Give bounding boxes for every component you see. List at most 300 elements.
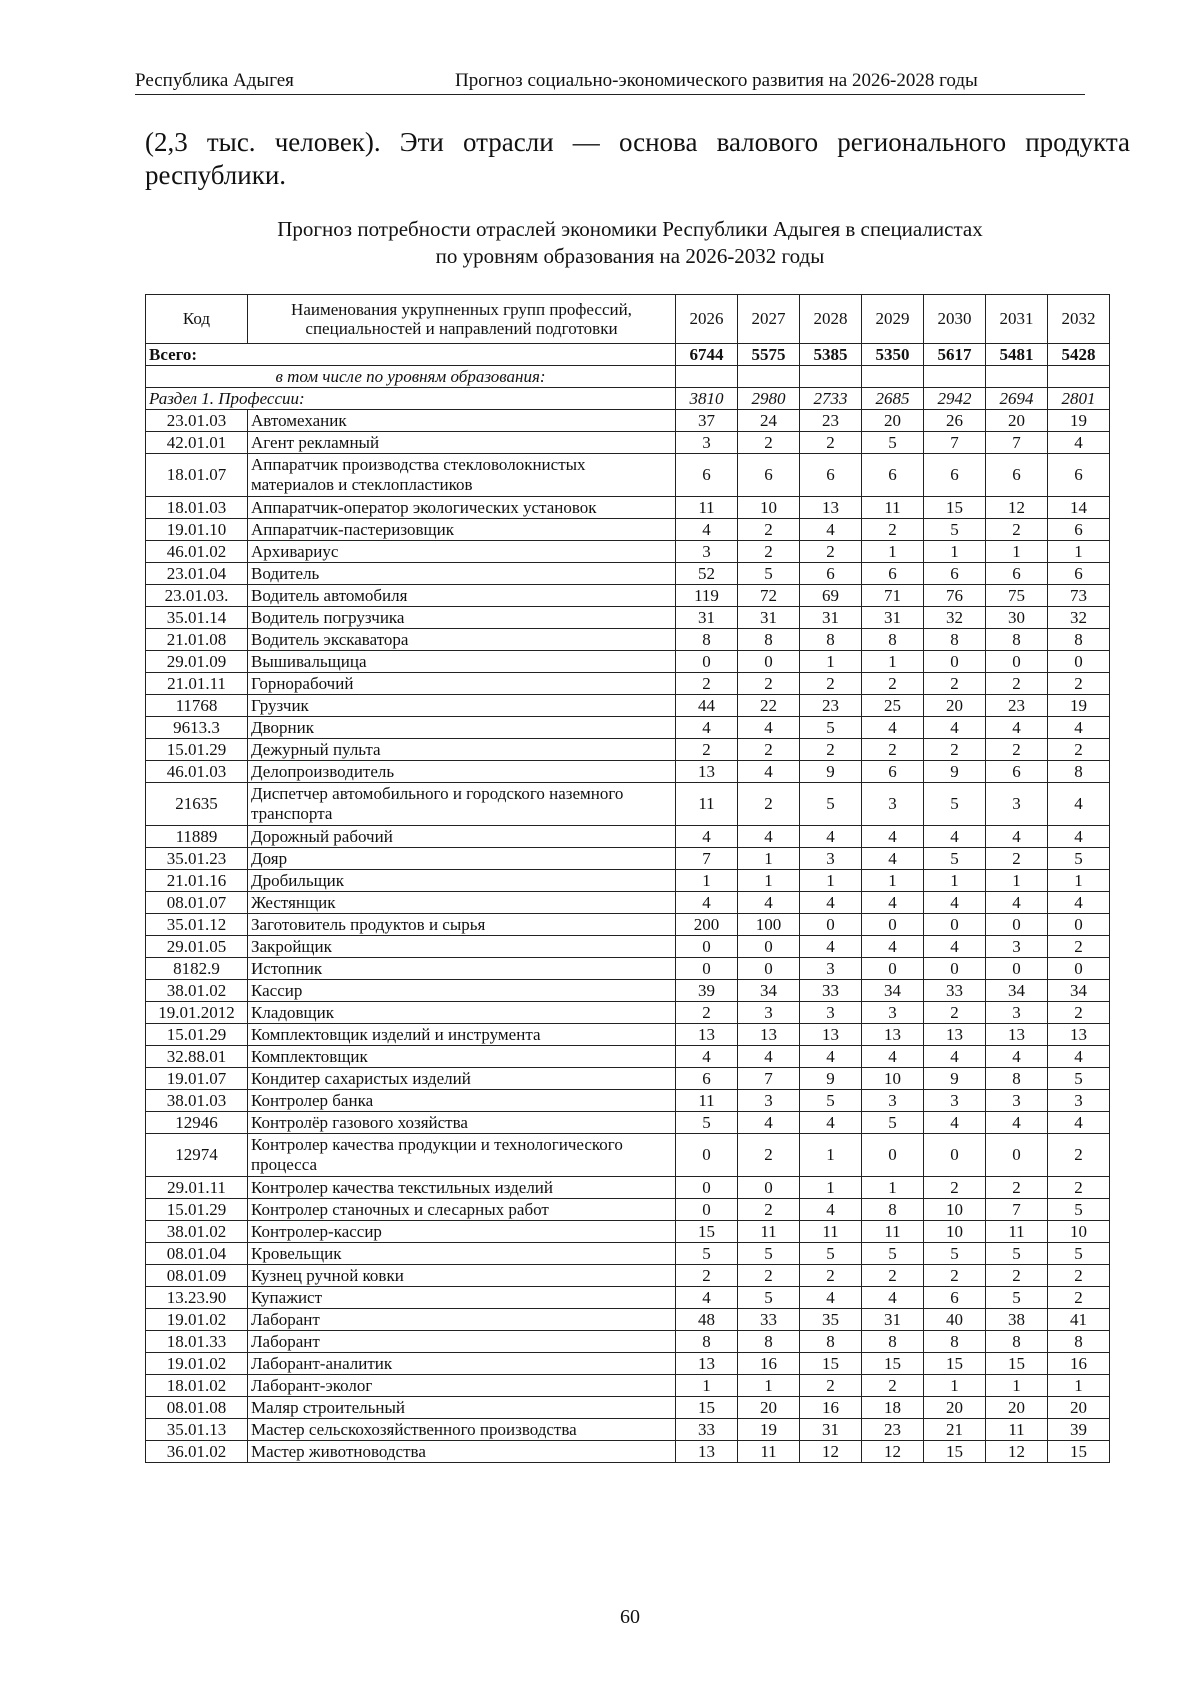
row-value: 19	[1048, 410, 1110, 432]
row-name: Кровельщик	[248, 1243, 676, 1265]
row-value: 0	[986, 1134, 1048, 1177]
header-name: Наименования укрупненных групп профессий, специальностей и направлений подготовки	[248, 295, 676, 344]
row-value: 3	[924, 1090, 986, 1112]
row-value: 41	[1048, 1309, 1110, 1331]
row-value: 5	[924, 848, 986, 870]
row-value: 13	[1048, 1024, 1110, 1046]
row-value: 73	[1048, 585, 1110, 607]
row-value: 13	[676, 1353, 738, 1375]
row-value: 5	[1048, 1068, 1110, 1090]
row-value: 0	[738, 936, 800, 958]
row-value: 1	[986, 870, 1048, 892]
row-name: Лаборант-аналитик	[248, 1353, 676, 1375]
row-value: 0	[676, 1177, 738, 1199]
row-value: 7	[738, 1068, 800, 1090]
row-value: 9	[924, 1068, 986, 1090]
row-value: 4	[1048, 432, 1110, 454]
row-value: 0	[800, 914, 862, 936]
row-value: 26	[924, 410, 986, 432]
row-code: 18.01.03	[146, 497, 248, 519]
row-value: 4	[800, 1112, 862, 1134]
row-value: 2	[676, 739, 738, 761]
row-value: 13	[800, 1024, 862, 1046]
row-value: 4	[800, 892, 862, 914]
row-value: 4	[862, 848, 924, 870]
row-name: Контролер качества продукции и технологического процесса	[248, 1134, 676, 1177]
row-code: 11889	[146, 826, 248, 848]
row-value: 0	[862, 958, 924, 980]
row-value: 0	[1048, 914, 1110, 936]
row-value: 0	[1048, 651, 1110, 673]
row-value: 8	[924, 629, 986, 651]
row-name: Кассир	[248, 980, 676, 1002]
row-value: 1	[1048, 1375, 1110, 1397]
row-name: Дояр	[248, 848, 676, 870]
row-value: 2	[1048, 1177, 1110, 1199]
table-row	[146, 1375, 1110, 1397]
table-row	[146, 629, 1110, 651]
table-row	[146, 1112, 1110, 1134]
row-value: 3	[986, 936, 1048, 958]
row-value: 0	[924, 1134, 986, 1177]
row-value: 2	[1048, 673, 1110, 695]
table-row	[146, 1090, 1110, 1112]
row-name: Жестянщик	[248, 892, 676, 914]
table-row	[146, 454, 1110, 497]
row-value: 37	[676, 410, 738, 432]
row-value: 1	[1048, 870, 1110, 892]
row-value: 11	[862, 1221, 924, 1243]
row-value: 12	[862, 1441, 924, 1463]
row-value: 22	[738, 695, 800, 717]
row-value: 4	[738, 892, 800, 914]
row-value: 5	[738, 1287, 800, 1309]
row-code: 29.01.09	[146, 651, 248, 673]
row-value: 18	[862, 1397, 924, 1419]
row-value: 1	[1048, 541, 1110, 563]
row-value: 4	[738, 717, 800, 739]
row-value: 69	[800, 585, 862, 607]
row-value: 4	[924, 717, 986, 739]
row-value: 12	[986, 497, 1048, 519]
row-value: 1	[738, 848, 800, 870]
row-value: 6	[1048, 454, 1110, 497]
row-value: 6	[862, 563, 924, 585]
table-row	[146, 1309, 1110, 1331]
section-value: 2694	[986, 388, 1048, 410]
row-value: 5	[800, 1243, 862, 1265]
row-name: Архивариус	[248, 541, 676, 563]
page-number: 60	[620, 1606, 640, 1628]
row-value: 8	[924, 1331, 986, 1353]
row-value: 4	[800, 519, 862, 541]
row-value: 34	[738, 980, 800, 1002]
table-row	[146, 673, 1110, 695]
table-row	[146, 1046, 1110, 1068]
row-value: 2	[800, 1265, 862, 1287]
row-value: 3	[862, 1002, 924, 1024]
section-value: 2980	[738, 388, 800, 410]
row-value: 40	[924, 1309, 986, 1331]
row-code: 13.23.90	[146, 1287, 248, 1309]
row-name: Заготовитель продуктов и сырья	[248, 914, 676, 936]
table-row	[146, 410, 1110, 432]
row-value: 20	[738, 1397, 800, 1419]
total-value: 5617	[924, 344, 986, 366]
row-value: 6	[986, 563, 1048, 585]
row-name: Лаборант-эколог	[248, 1375, 676, 1397]
row-code: 29.01.11	[146, 1177, 248, 1199]
row-value: 6	[924, 563, 986, 585]
row-value: 4	[738, 1112, 800, 1134]
row-code: 08.01.09	[146, 1265, 248, 1287]
table-row	[146, 870, 1110, 892]
row-value: 8	[800, 1331, 862, 1353]
total-value: 5575	[738, 344, 800, 366]
row-name: Автомеханик	[248, 410, 676, 432]
row-value: 5	[862, 1243, 924, 1265]
row-value: 8	[986, 1068, 1048, 1090]
row-value: 13	[738, 1024, 800, 1046]
row-value: 4	[862, 826, 924, 848]
page-header	[135, 70, 1085, 95]
row-code: 42.01.01	[146, 432, 248, 454]
row-code: 12946	[146, 1112, 248, 1134]
row-value: 48	[676, 1309, 738, 1331]
row-name: Вышивальщица	[248, 651, 676, 673]
row-value: 6	[986, 454, 1048, 497]
row-value: 15	[676, 1221, 738, 1243]
row-name: Мастер животноводства	[248, 1441, 676, 1463]
row-name: Закройщик	[248, 936, 676, 958]
row-code: 9613.3	[146, 717, 248, 739]
row-value: 20	[986, 1397, 1048, 1419]
row-value: 4	[986, 826, 1048, 848]
row-name: Лаборант	[248, 1309, 676, 1331]
table-row	[146, 1265, 1110, 1287]
row-value: 13	[676, 1024, 738, 1046]
row-value: 6	[676, 454, 738, 497]
row-value: 2	[800, 673, 862, 695]
row-value: 7	[986, 432, 1048, 454]
row-value: 3	[986, 1002, 1048, 1024]
row-code: 19.01.07	[146, 1068, 248, 1090]
row-value: 11	[986, 1221, 1048, 1243]
row-value: 11	[738, 1441, 800, 1463]
total-value: 5385	[800, 344, 862, 366]
row-value: 2	[862, 519, 924, 541]
header-year: 2028	[800, 295, 862, 344]
row-value: 4	[676, 1287, 738, 1309]
table-row	[146, 1331, 1110, 1353]
row-code: 46.01.03	[146, 761, 248, 783]
row-value: 19	[1048, 695, 1110, 717]
row-name: Аппаратчик-оператор экологических установок	[248, 497, 676, 519]
row-value: 1	[738, 1375, 800, 1397]
row-value: 7	[676, 848, 738, 870]
row-value: 72	[738, 585, 800, 607]
row-value: 1	[986, 541, 1048, 563]
table-row	[146, 519, 1110, 541]
row-value: 2	[800, 739, 862, 761]
row-value: 1	[800, 1134, 862, 1177]
row-value: 76	[924, 585, 986, 607]
row-value: 5	[862, 1112, 924, 1134]
table-title-line1: Прогноз потребности отраслей экономики Республики Адыгея в специалистах	[277, 217, 983, 241]
row-value: 4	[862, 936, 924, 958]
row-code: 23.01.04	[146, 563, 248, 585]
table-row	[146, 936, 1110, 958]
row-value: 8	[676, 629, 738, 651]
table-row	[146, 1287, 1110, 1309]
row-value: 8	[738, 1331, 800, 1353]
row-value: 31	[738, 607, 800, 629]
row-value: 5	[924, 783, 986, 826]
row-value: 15	[924, 1441, 986, 1463]
row-name: Кондитер сахаристых изделий	[248, 1068, 676, 1090]
row-value: 1	[800, 870, 862, 892]
row-value: 4	[676, 826, 738, 848]
row-value: 3	[738, 1090, 800, 1112]
row-code: 38.01.02	[146, 980, 248, 1002]
row-value: 1	[800, 1177, 862, 1199]
row-value: 2	[924, 1177, 986, 1199]
row-value: 5	[862, 432, 924, 454]
row-value: 4	[924, 1112, 986, 1134]
table-row	[146, 739, 1110, 761]
row-value: 4	[1048, 1046, 1110, 1068]
row-value: 11	[800, 1221, 862, 1243]
row-code: 19.01.2012	[146, 1002, 248, 1024]
row-value: 0	[1048, 958, 1110, 980]
row-value: 4	[738, 761, 800, 783]
header-year: 2027	[738, 295, 800, 344]
row-value: 6	[924, 1287, 986, 1309]
table-row	[146, 651, 1110, 673]
row-value: 4	[800, 1287, 862, 1309]
row-value: 20	[924, 1397, 986, 1419]
row-value: 10	[924, 1221, 986, 1243]
row-value: 4	[1048, 892, 1110, 914]
row-value: 3	[862, 1090, 924, 1112]
row-value: 9	[924, 761, 986, 783]
row-code: 38.01.02	[146, 1221, 248, 1243]
table-row	[146, 607, 1110, 629]
row-value: 2	[676, 1265, 738, 1287]
row-code: 35.01.14	[146, 607, 248, 629]
row-value: 0	[924, 914, 986, 936]
row-value: 31	[800, 1419, 862, 1441]
row-value: 2	[1048, 1002, 1110, 1024]
row-value: 1	[862, 541, 924, 563]
row-name: Контролер банка	[248, 1090, 676, 1112]
row-value: 2	[800, 1375, 862, 1397]
row-name: Диспетчер автомобильного и городского наземного транспорта	[248, 783, 676, 826]
row-value: 33	[676, 1419, 738, 1441]
row-code: 35.01.13	[146, 1419, 248, 1441]
row-value: 44	[676, 695, 738, 717]
row-value: 2	[924, 673, 986, 695]
section-row	[146, 388, 1110, 410]
row-value: 52	[676, 563, 738, 585]
row-value: 4	[676, 1046, 738, 1068]
table-row	[146, 1397, 1110, 1419]
row-value: 5	[800, 783, 862, 826]
table-row	[146, 1134, 1110, 1177]
row-value: 1	[676, 870, 738, 892]
row-value: 38	[986, 1309, 1048, 1331]
intro-paragraph: (2,3 тыс. человек). Эти отрасли — основа валового регионального продукта республики.	[145, 127, 1130, 190]
row-value: 2	[986, 673, 1048, 695]
row-value: 15	[1048, 1441, 1110, 1463]
row-value: 8	[1048, 761, 1110, 783]
row-code: 29.01.05	[146, 936, 248, 958]
row-value: 0	[676, 958, 738, 980]
row-value: 13	[800, 497, 862, 519]
row-value: 33	[800, 980, 862, 1002]
row-value: 2	[986, 739, 1048, 761]
row-value: 20	[924, 695, 986, 717]
row-value: 5	[1048, 1199, 1110, 1221]
row-code: 08.01.08	[146, 1397, 248, 1419]
table-row	[146, 892, 1110, 914]
row-code: 08.01.07	[146, 892, 248, 914]
row-value: 4	[1048, 1112, 1110, 1134]
row-value: 5	[924, 519, 986, 541]
row-value: 15	[986, 1353, 1048, 1375]
row-value: 6	[800, 563, 862, 585]
row-value: 2	[862, 673, 924, 695]
row-value: 31	[862, 607, 924, 629]
row-value: 5	[986, 1287, 1048, 1309]
table-row	[146, 497, 1110, 519]
row-value: 13	[924, 1024, 986, 1046]
total-value: 5350	[862, 344, 924, 366]
section-label: Раздел 1. Профессии:	[146, 388, 676, 410]
row-value: 2	[1048, 936, 1110, 958]
row-code: 21635	[146, 783, 248, 826]
row-code: 15.01.29	[146, 739, 248, 761]
row-name: Горнорабочий	[248, 673, 676, 695]
total-label: Всего:	[146, 344, 676, 366]
row-value: 4	[986, 1112, 1048, 1134]
header-document-title: Прогноз социально-экономического развития на 2026-2028 годы	[455, 70, 978, 91]
row-name: Дорожный рабочий	[248, 826, 676, 848]
row-value: 0	[924, 651, 986, 673]
row-value: 4	[986, 1046, 1048, 1068]
row-value: 6	[1048, 563, 1110, 585]
row-value: 4	[924, 826, 986, 848]
row-value: 33	[738, 1309, 800, 1331]
row-value: 3	[986, 1090, 1048, 1112]
row-value: 21	[924, 1419, 986, 1441]
row-value: 2	[1048, 739, 1110, 761]
row-value: 0	[862, 914, 924, 936]
row-value: 34	[862, 980, 924, 1002]
row-code: 19.01.10	[146, 519, 248, 541]
table-header-row	[146, 295, 1110, 344]
row-value: 2	[676, 673, 738, 695]
section-value: 2733	[800, 388, 862, 410]
table-row	[146, 914, 1110, 936]
row-code: 38.01.03	[146, 1090, 248, 1112]
row-value: 71	[862, 585, 924, 607]
row-value: 13	[986, 1024, 1048, 1046]
table-row	[146, 1177, 1110, 1199]
row-code: 18.01.02	[146, 1375, 248, 1397]
row-name: Истопник	[248, 958, 676, 980]
row-name: Грузчик	[248, 695, 676, 717]
row-name: Аппаратчик-пастеризовщик	[248, 519, 676, 541]
row-value: 3	[862, 783, 924, 826]
row-value: 4	[1048, 717, 1110, 739]
row-value: 0	[676, 936, 738, 958]
row-value: 24	[738, 410, 800, 432]
row-name: Контролёр газового хозяйства	[248, 1112, 676, 1134]
table-row	[146, 1243, 1110, 1265]
table-row	[146, 1441, 1110, 1463]
row-value: 33	[924, 980, 986, 1002]
row-value: 8	[1048, 1331, 1110, 1353]
row-value: 8	[800, 629, 862, 651]
table-row	[146, 1002, 1110, 1024]
row-value: 2	[800, 541, 862, 563]
row-value: 6	[862, 454, 924, 497]
row-code: 23.01.03	[146, 410, 248, 432]
row-value: 2	[862, 1265, 924, 1287]
row-value: 2	[738, 1134, 800, 1177]
row-value: 9	[800, 1068, 862, 1090]
row-value: 100	[738, 914, 800, 936]
row-value: 4	[676, 519, 738, 541]
table-row	[146, 1221, 1110, 1243]
table-row	[146, 848, 1110, 870]
row-value: 5	[986, 1243, 1048, 1265]
header-year: 2031	[986, 295, 1048, 344]
row-value: 0	[738, 958, 800, 980]
subheader-label: в том числе по уровням образования:	[146, 366, 676, 388]
table-row	[146, 695, 1110, 717]
row-value: 2	[1048, 1265, 1110, 1287]
row-name: Аппаратчик производства стекловолокнистых материалов и стеклопластиков	[248, 454, 676, 497]
row-code: 35.01.23	[146, 848, 248, 870]
row-code: 32.88.01	[146, 1046, 248, 1068]
row-value: 4	[862, 1287, 924, 1309]
row-value: 11	[676, 783, 738, 826]
row-code: 15.01.29	[146, 1199, 248, 1221]
row-value: 20	[986, 410, 1048, 432]
row-value: 30	[986, 607, 1048, 629]
row-name: Мастер сельскохозяйственного производства	[248, 1419, 676, 1441]
row-value: 20	[1048, 1397, 1110, 1419]
row-code: 23.01.03.	[146, 585, 248, 607]
table-title	[135, 216, 1125, 270]
row-value: 8	[862, 1199, 924, 1221]
row-code: 21.01.11	[146, 673, 248, 695]
row-value: 4	[924, 892, 986, 914]
row-value: 16	[738, 1353, 800, 1375]
header-year: 2029	[862, 295, 924, 344]
row-name: Комплектовщик	[248, 1046, 676, 1068]
row-value: 3	[676, 432, 738, 454]
row-value: 11	[738, 1221, 800, 1243]
table-row	[146, 1353, 1110, 1375]
row-value: 2	[924, 1265, 986, 1287]
row-value: 1	[986, 1375, 1048, 1397]
section-value: 2685	[862, 388, 924, 410]
row-value: 5	[1048, 1243, 1110, 1265]
row-name: Кузнец ручной ковки	[248, 1265, 676, 1287]
